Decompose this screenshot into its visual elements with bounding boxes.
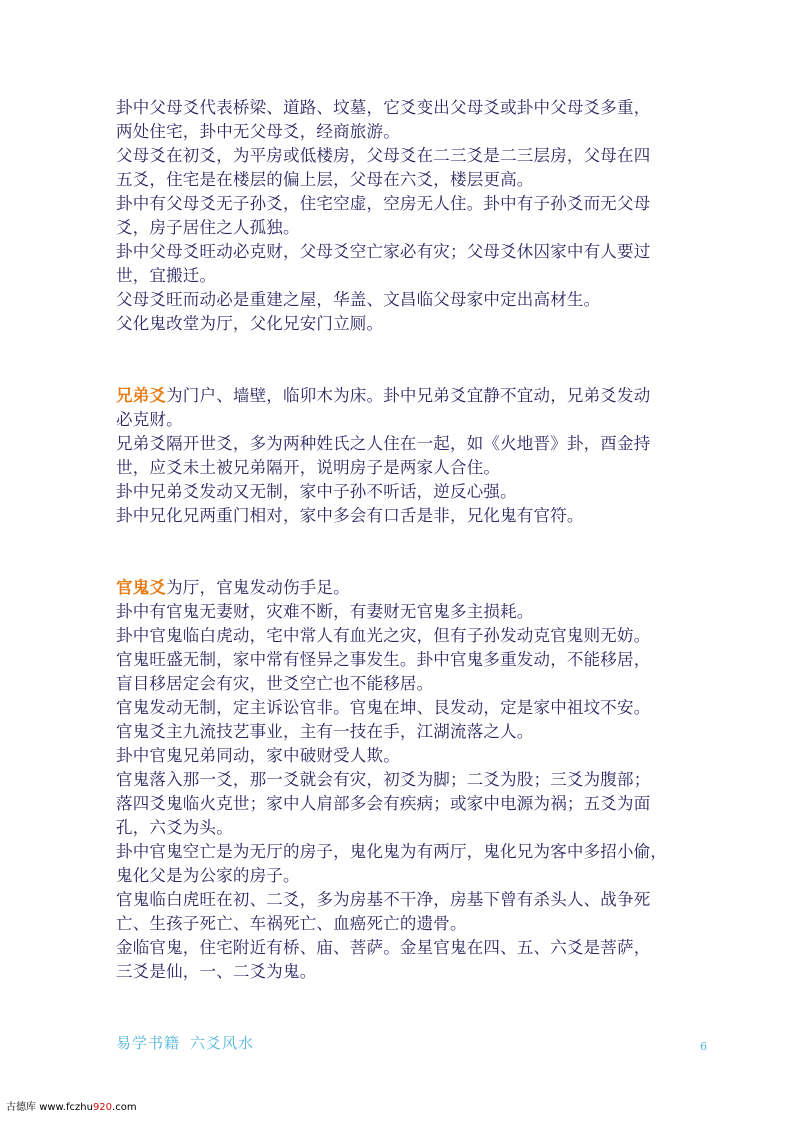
footer-book-title: 六爻风水 bbox=[190, 1034, 255, 1052]
page-content bbox=[116, 96, 716, 984]
watermark-url-prefix: www.fczhu bbox=[39, 1102, 93, 1113]
text-line: 爻，房子居住之人孤独。 bbox=[116, 218, 300, 237]
text-line: 卦中官鬼临白虎动，宅中常人有血光之灾，但有子孙发动克官鬼则无妨。 bbox=[116, 626, 651, 645]
footer-book-series: 易学书籍 bbox=[116, 1034, 181, 1052]
text-line: 卦中有官鬼无妻财，灾难不断，有妻财无官鬼多主损耗。 bbox=[116, 602, 534, 621]
text-line: 兄弟爻隔开世爻，多为两种姓氏之人住在一起，如《火地晋》卦，酉金持 bbox=[116, 434, 651, 453]
text-line-rest: 为厅，官鬼发动伤手足。 bbox=[166, 578, 350, 597]
text-line: 卦中父母爻旺动必克财，父母爻空亡家必有灾；父母爻休囚家中有人要过 bbox=[116, 242, 651, 261]
section-first-line bbox=[116, 576, 716, 600]
text-line: 必克财。 bbox=[116, 410, 183, 429]
section-heading-brother: 兄弟爻 bbox=[116, 386, 167, 405]
text-line: 卦中官鬼空亡是为无厅的房子，鬼化鬼为有两厅，鬼化兄为客中多招小偷， bbox=[116, 842, 668, 861]
page-footer bbox=[116, 1032, 264, 1053]
text-line: 卦中父母爻代表桥梁、道路、坟墓，它爻变出父母爻或卦中父母爻多重， bbox=[116, 98, 651, 117]
watermark-url-highlight: 920 bbox=[92, 1102, 113, 1113]
section-spacer bbox=[116, 336, 716, 384]
text-line: 卦中兄弟爻发动又无制，家中子孙不听话，逆反心强。 bbox=[116, 482, 517, 501]
text-line: 官鬼爻主九流技艺事业，主有一技在手，江湖流落之人。 bbox=[116, 722, 534, 741]
text-line: 卦中官鬼兄弟同动，家中破财受人欺。 bbox=[116, 746, 400, 765]
text-line: 盲目移居定会有灾，世爻空亡也不能移居。 bbox=[116, 674, 434, 693]
text-line: 金临官鬼，住宅附近有桥、庙、菩萨。金星官鬼在四、五、六爻是菩萨， bbox=[116, 938, 651, 957]
text-line: 父化鬼改堂为厅，父化兄安门立厕。 bbox=[116, 314, 384, 333]
text-line: 世，应爻未土被兄弟隔开，说明房子是两家人合住。 bbox=[116, 458, 501, 477]
text-line: 世，宜搬迁。 bbox=[116, 266, 217, 285]
text-line: 亡、生孩子死亡、车祸死亡、血癌死亡的遗骨。 bbox=[116, 914, 467, 933]
page-number: 6 bbox=[700, 1040, 707, 1053]
text-line: 两处住宅，卦中无父母爻，经商旅游。 bbox=[116, 122, 400, 141]
text-line: 落四爻鬼临火克世；家中人肩部多会有疾病；或家中电源为祸；五爻为面 bbox=[116, 794, 651, 813]
text-line: 五爻，住宅是在楼层的偏上层，父母在六爻，楼层更高。 bbox=[116, 170, 534, 189]
text-line: 卦中有父母爻无子孙爻，住宅空虚，空房无人住。卦中有子孙爻而无父母 bbox=[116, 194, 651, 213]
text-line: 孔，六爻为头。 bbox=[116, 818, 233, 837]
ghost-section bbox=[116, 576, 716, 984]
watermark-url-suffix: .com bbox=[112, 1102, 137, 1113]
site-watermark bbox=[6, 1098, 137, 1113]
text-line: 官鬼落入那一爻，那一爻就会有灾，初爻为脚；二爻为股；三爻为腹部； bbox=[116, 770, 651, 789]
section-heading-ghost: 官鬼爻 bbox=[116, 578, 167, 597]
text-line: 卦中兄化兄两重门相对，家中多会有口舌是非，兄化鬼有官符。 bbox=[116, 506, 584, 525]
text-line: 官鬼发动无制，定主诉讼官非。官鬼在坤、艮发动，定是家中祖坟不安。 bbox=[116, 698, 651, 717]
text-line: 官鬼旺盛无制，家中常有怪异之事发生。卦中官鬼多重发动，不能移居， bbox=[116, 650, 651, 669]
text-line: 父母爻旺而动必是重建之屋，华盖、文昌临父母家中定出高材生。 bbox=[116, 290, 601, 309]
section-first-line bbox=[116, 384, 716, 408]
brother-section bbox=[116, 384, 716, 528]
text-line: 官鬼临白虎旺在初、二爻，多为房基不干净，房基下曾有杀头人、战争死 bbox=[116, 890, 651, 909]
text-line: 鬼化父是为公家的房子。 bbox=[116, 866, 300, 885]
text-line: 父母爻在初爻，为平房或低楼房，父母爻在二三爻是二三层房，父母在四 bbox=[116, 146, 651, 165]
section-spacer bbox=[116, 528, 716, 576]
text-line-rest: 为门户、墙壁，临卯木为床。卦中兄弟爻宜静不宜动，兄弟爻发动 bbox=[166, 386, 651, 405]
parent-section bbox=[116, 96, 716, 336]
text-line: 三爻是仙，一、二爻为鬼。 bbox=[116, 962, 317, 981]
watermark-site-name: 古德库 bbox=[6, 1102, 36, 1113]
